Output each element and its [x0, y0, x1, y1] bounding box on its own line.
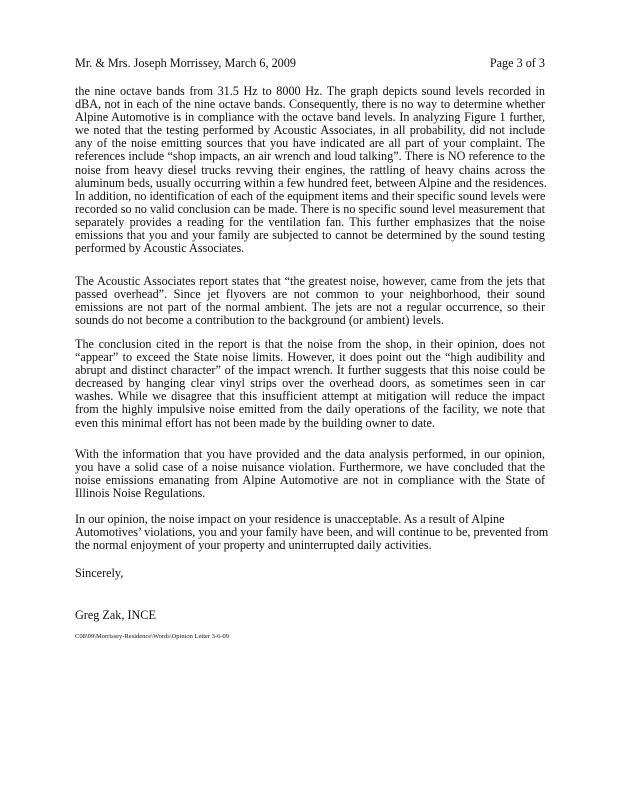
paragraph-line: the normal enjoyment of your property and uninterrupted daily activities. [75, 538, 432, 553]
closing: Sincerely, [75, 566, 124, 580]
page-number: Page 3 of 3 [489, 56, 545, 70]
paragraph-line: noise emissions emanating from Alpine Automotive are not in compliance with the State of [75, 473, 545, 488]
paragraph-line: Illinois Noise Regulations. [75, 486, 206, 501]
page-header [75, 56, 545, 70]
paragraph-line: separately provides a reading for the ventilation fan. This further emphasizes that the noise [75, 214, 545, 229]
body-paragraph [75, 338, 545, 430]
paragraph-line: Alpine Automotive is in compliance with the octave band levels. In analyzing Figure 1 further, [75, 110, 545, 125]
paragraph-line: “appear” to exceed the State noise limits. However, it does point out the “high audibility and [75, 350, 545, 365]
paragraph-line: passed overhead”. Since jet flyovers are not common to your neighborhood, their sound [75, 287, 545, 302]
paragraph-line: aluminum beds, usually occurring within a few hundred feet, between Alpine and the residences. [75, 175, 547, 190]
paragraph-line: we noted that the testing performed by Acoustic Associates, in all probability, did not include [75, 123, 545, 138]
paragraph-line: dBA, not in each of the nine octave bands. Consequently, there is no way to determine whether [75, 97, 545, 112]
paragraph-line: washes. While we disagree that this insufficient attempt at mitigation will reduce the impact [75, 389, 545, 404]
paragraph-line: references include “shop impacts, an air wrench and loud talking”. There is NO reference to the [75, 149, 545, 164]
paragraph-line: sounds do not become a contribution to the background (or ambient) levels. [75, 313, 444, 328]
paragraph-line: even this minimal effort has not been made by the building owner to date. [75, 415, 435, 430]
paragraph-line: emissions are not part of the normal ambient. The jets are not a regular occurrence, so their [75, 300, 545, 315]
paragraph-line: emissions that you and your family are subjected to cannot be determined by the sound testing [75, 228, 545, 243]
paragraph-line: any of the noise emitting sources that you have indicated are all part of your complaint. The [75, 136, 545, 151]
body-paragraph [75, 448, 545, 500]
paragraph-line: abrupt and distinct character” of the impact wrench. It further suggests that this noise could be [75, 363, 545, 378]
paragraph-line: performed by Acoustic Associates. [75, 241, 245, 256]
body-paragraph [75, 85, 545, 255]
paragraph-line: you have a solid case of a noise nuisance violation. Furthermore, we have concluded that the [75, 460, 545, 475]
paragraph-line: With the information that you have provided and the data analysis performed, in our opinion, [75, 447, 545, 461]
paragraph-line: In our opinion, the noise impact on your residence is unacceptable. As a result of Alpine [75, 512, 505, 526]
paragraph-line: from the highly impulsive noise emitted from the daily operations of the facility, we note that [75, 402, 545, 417]
paragraph-line: decreased by hanging clear vinyl strips over the overhead doors, as sometimes seen in car [75, 376, 545, 391]
paragraph-line: noise from heavy diesel trucks revving their engines, the rattling of heavy chains across the [75, 162, 545, 177]
paragraph-line: In addition, no identification of each of the equipment items and their specific sound levels were [75, 188, 546, 203]
paragraph-line: The conclusion cited in the report is that the noise from the shop, in their opinion, does not [75, 337, 545, 351]
paragraph-line: recorded so no valid conclusion can be made. There is no specific sound level measurement that [75, 201, 545, 216]
paragraph-line: The Acoustic Associates report states that “the greatest noise, however, came from the jets that [75, 274, 545, 288]
signature: Greg Zak, INCE [75, 608, 156, 622]
header-recipient-date: Mr. & Mrs. Joseph Morrissey, March 6, 2009 [75, 56, 296, 70]
body-paragraph [75, 512, 549, 553]
body-paragraph [75, 275, 545, 327]
paragraph-line: the nine octave bands from 31.5 Hz to 8000 Hz. The graph depicts sound levels recorded in [75, 84, 545, 98]
file-path-footer: C08\09\Morrissey-Residence\Words\Opinion Letter 3-6-09 [75, 633, 230, 640]
paragraph-line: Automotives’ violations, you and your family have been, and will continue to be, prevented from [75, 525, 549, 540]
